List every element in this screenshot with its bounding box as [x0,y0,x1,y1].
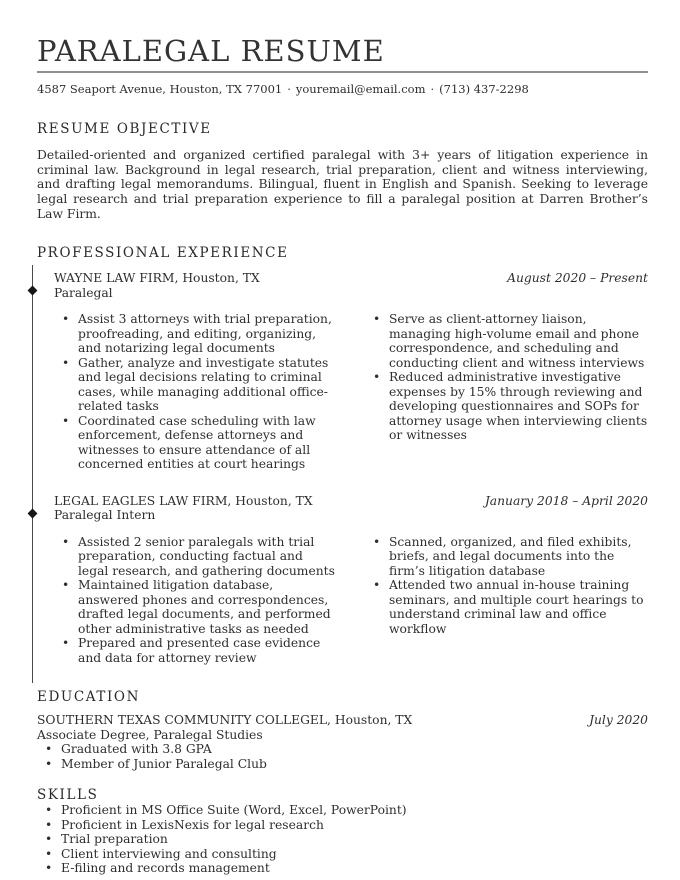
bullet-item: • Gather, analyze and investigate statutes and legal decisions relating to criminal cases, while managing additional office-related tasks [54,356,337,414]
job-dates: January 2018 – April 2020 [484,493,648,508]
bullet-item: • Trial preparation [37,832,648,847]
objective-section [37,121,648,221]
bullet-item: • Serve as client-attorney liaison, managing high-volume email and phone correspondence, and scheduling and conducting client and witness interviews [365,312,648,370]
bullet-item: • Prepared and presented case evidence and data for attorney review [54,636,337,665]
job-bullet-columns [54,535,648,666]
job-bullet-columns [54,312,648,472]
timeline-diamond-icon [28,508,38,518]
page-title: PARALEGAL RESUME [37,34,385,68]
skills-heading: SKILLS [37,787,99,804]
bullet-item: • Maintained litigation database, answered phones and correspondences, drafted legal documents, and performed other administrative tasks as needed [54,578,337,636]
skills-section [37,787,648,876]
job-header [54,271,648,300]
job-employer: LEGAL EAGLES LAW FIRM, Houston, TX [54,493,313,508]
job-bullets-left [54,535,337,666]
bullet-item: • Graduated with 3.8 GPA [37,742,648,757]
job-header [54,494,648,523]
education-school: SOUTHERN TEXAS COMMUNITY COLLEGEL, Houston, TX [37,713,413,728]
bullet-item: • Scanned, organized, and filed exhibits, briefs, and legal documents into the firm’s litigation database [365,535,648,579]
bullet-item: • Client interviewing and consulting [37,847,648,862]
experience-section [37,245,648,665]
education-section [37,689,648,771]
email-text: youremail@email.com [295,82,426,97]
bullet-item: • Assisted 2 senior paralegals with trial preparation, conducting factual and legal research, and gathering documents [54,535,337,579]
job-role: Paralegal [54,285,113,300]
bullet-item: • Proficient in MS Office Suite (Word, Excel, PowerPoint) [37,803,648,818]
job-dates: August 2020 – Present [507,271,648,286]
job-employer: WAYNE LAW FIRM, Houston, TX [54,271,260,286]
bullet-item: • Coordinated case scheduling with law enforcement, defense attorneys and witnesses to ensure attendance of all concerned entities at court hearings [54,414,337,472]
phone-text: (713) 437-2298 [439,82,529,97]
bullet-item: • Reduced administrative investigative expenses by 15% through reviewing and developing questionnaires and SOPs for attorney usage when interviewing clients or witnesses [365,370,648,443]
education-school-row [37,713,648,728]
contact-line [37,83,648,97]
education-heading: EDUCATION [37,689,141,706]
job-entry [32,494,648,666]
job-bullets-left [54,312,337,472]
resume-header [37,36,648,97]
bullet-item: • Assist 3 attorneys with trial preparation, proofreading, and editing, organizing, and notarizing legal documents [54,312,337,356]
timeline-diamond-icon [28,286,38,296]
education-date: July 2020 [589,713,648,728]
job-entry [32,271,648,472]
title-divider [37,71,648,73]
objective-text: Detailed-oriented and organized certified paralegal with 3+ years of litigation experience in criminal law. Background in legal research, trial preparation, client and witness interviewing, and drafting legal memorandums. Bilingual, fluent in English and Spanish. Seeking to leverage legal research and trial preparation experience to fill a paralegal position at Darren Brother’s Law Firm. [37,148,648,221]
bullet-item: • Attended two annual in-house training seminars, and multiple court hearings to understand criminal law and office workflow [365,578,648,636]
job-bullets-right [365,535,648,666]
job-bullets-right [365,312,648,472]
bullet-item: • Proficient in LexisNexis for legal research [37,818,648,833]
experience-timeline [32,271,648,665]
contact-separator: · [430,82,435,97]
bullet-item: • Member of Junior Paralegal Club [37,757,648,772]
job-title-block [54,494,313,523]
job-role: Paralegal Intern [54,508,156,523]
job-title-block [54,271,260,300]
contact-separator: · [287,82,291,97]
address-text: 4587 Seaport Avenue, Houston, TX 77001 [37,82,283,97]
education-bullets [37,742,648,771]
education-degree: Associate Degree, Paralegal Studies [37,727,263,742]
bullet-item: • E-filing and records management [37,861,648,876]
experience-heading: PROFESSIONAL EXPERIENCE [37,245,289,262]
objective-heading: RESUME OBJECTIVE [37,121,212,138]
skills-bullets [37,803,648,876]
